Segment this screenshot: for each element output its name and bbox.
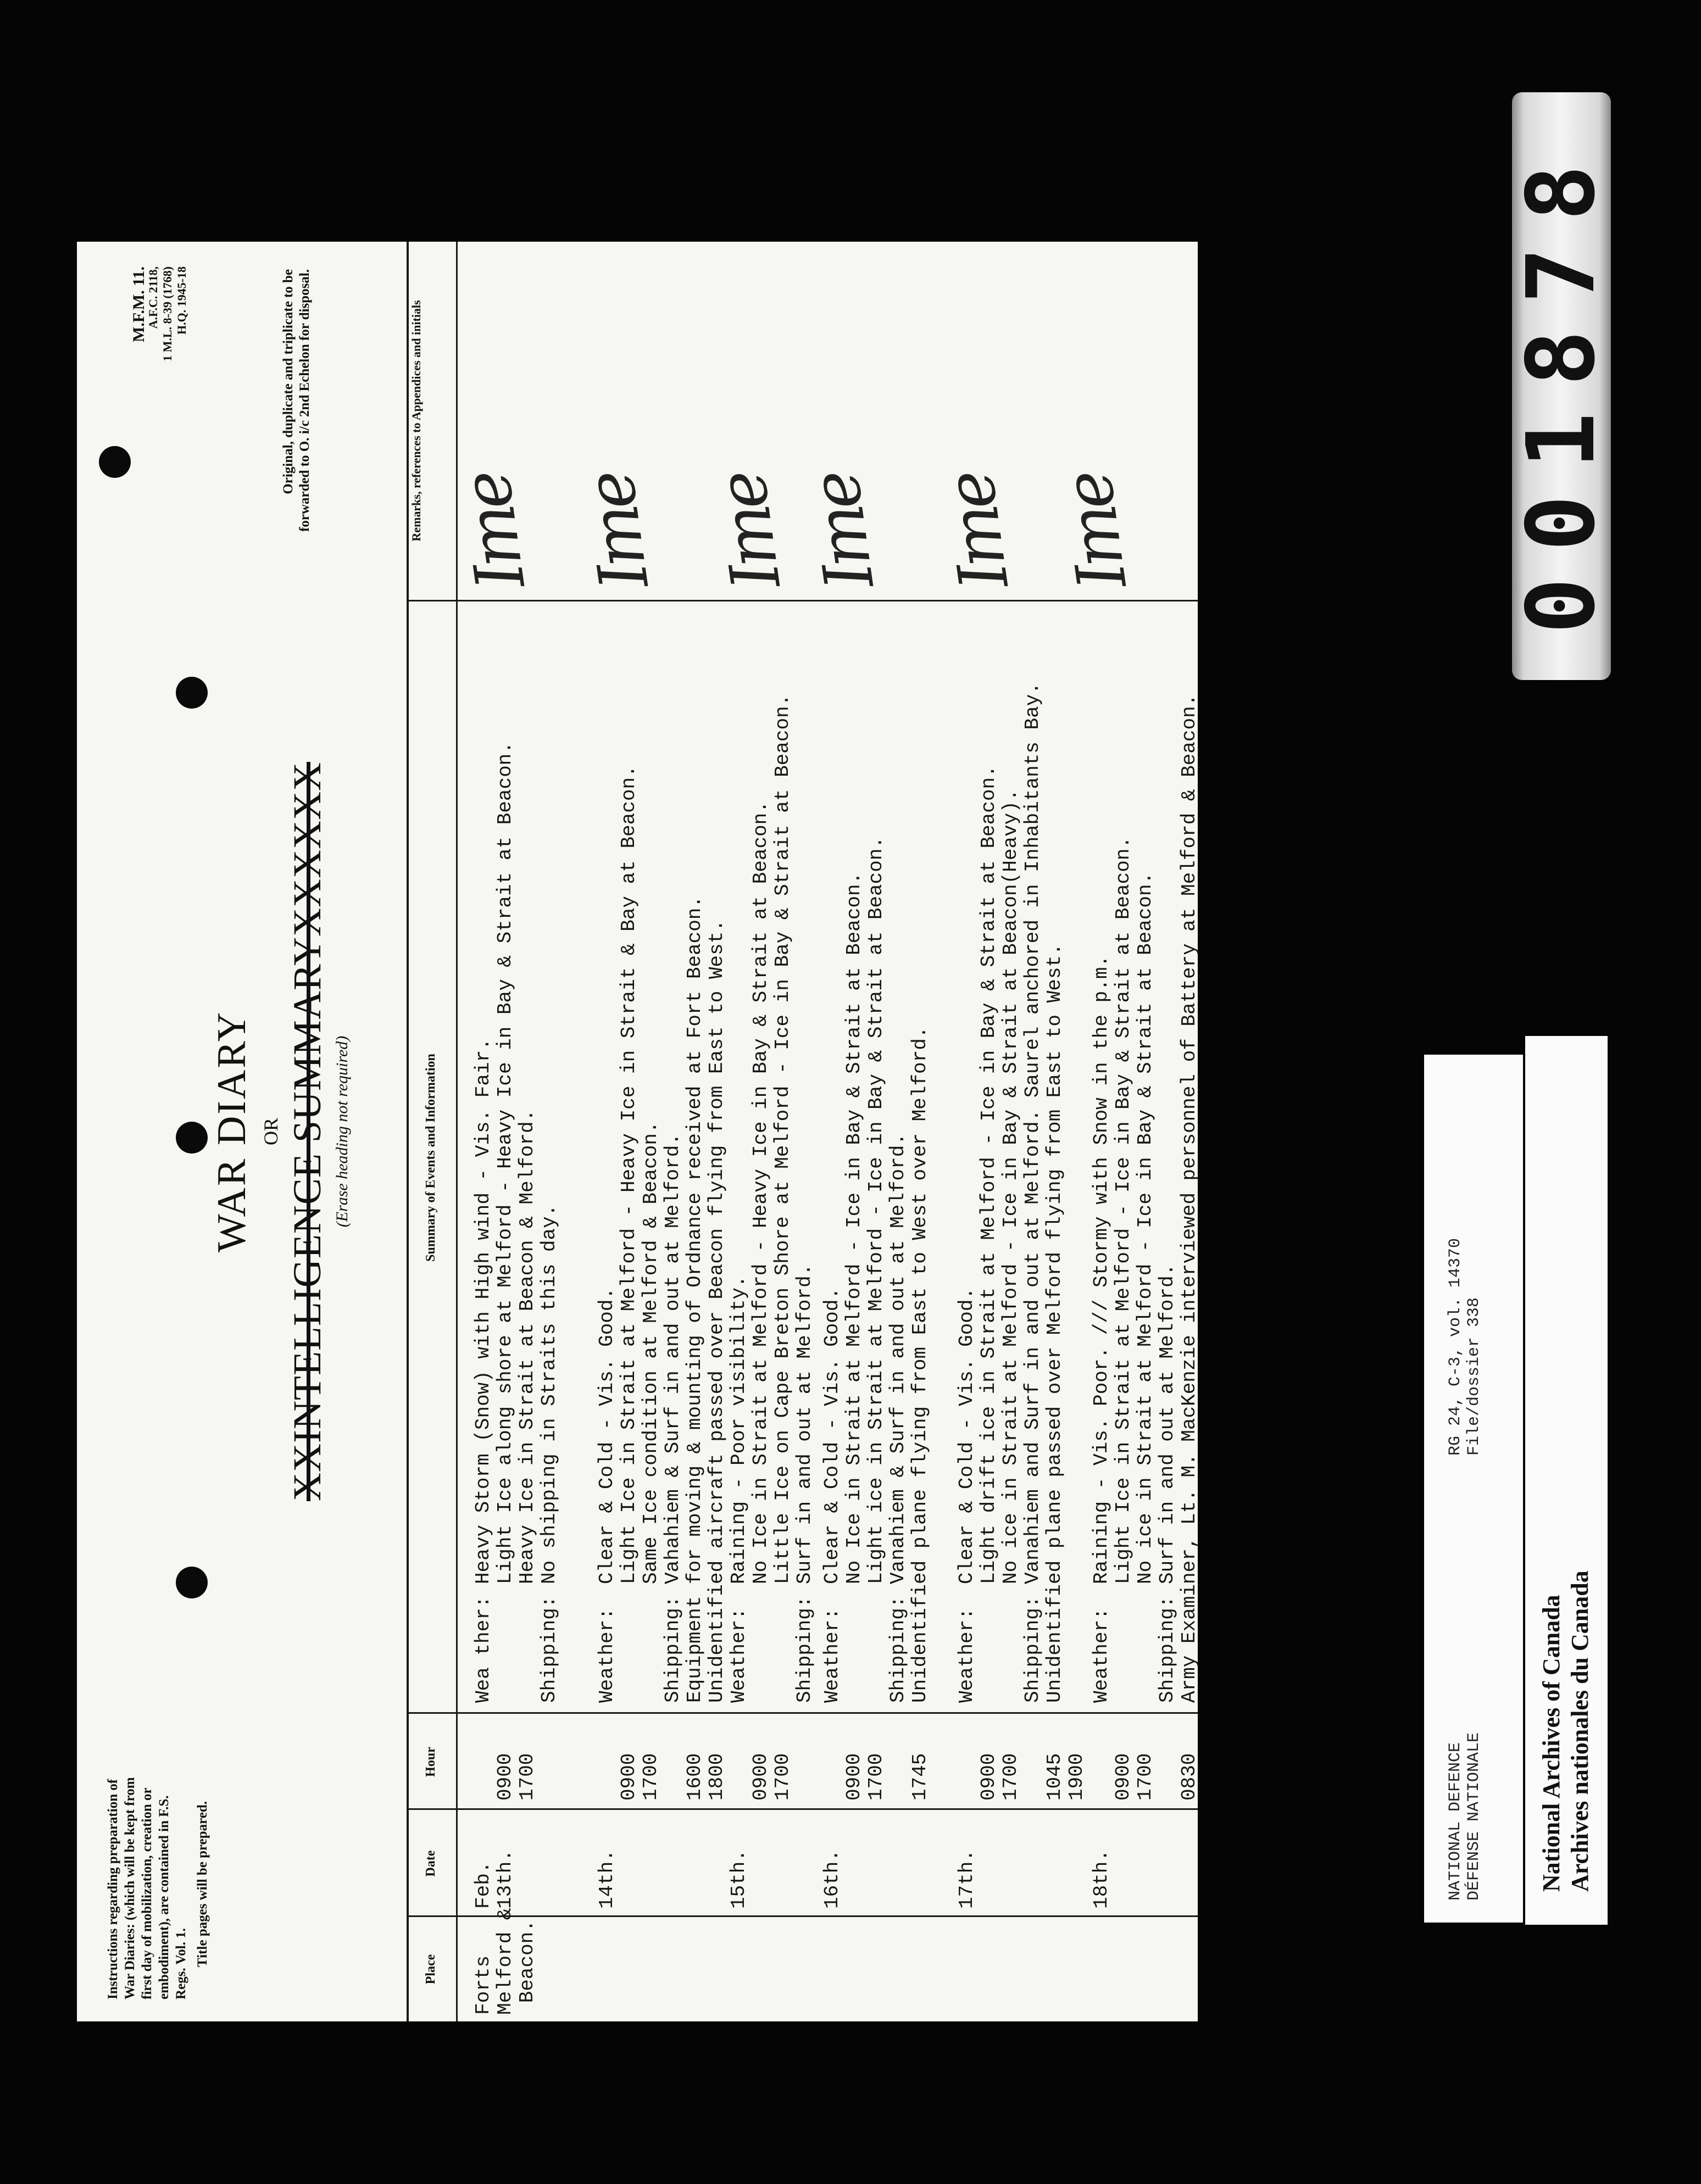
column-header-remarks: Remarks, references to Appendices and initials xyxy=(409,300,423,542)
struck-xx-right: XXXXXX xyxy=(285,762,329,937)
entry-summary: Weather: Raining - Poor visibility. No Ice in Strait at Melford - Heavy Ice in Bay & Strait at Beacon. Little Ice on Cape Breton Shore at Melford - Ice in Bay & Strait at Beacon. Shipping: Surf in and out at Melford. xyxy=(727,694,816,1703)
form-ref-line: 1 M.L. 8-39 (1768) xyxy=(160,266,174,361)
form-ref-line: A.F.C. 2118, xyxy=(146,266,160,329)
entry-summary: Weather: Clear & Cold - Vis. Good. Light Ice in Strait at Melford - Heavy Ice in Strait & Bay at Beacon. Same Ice condition at Melford & Beacon. Shipping: Vahahiem & Surf in and out at Melford. Equipment for moving & mounting of Ordnance received at Fort Beacon. Unidentified aircraft passed over Beacon flying from East to West. xyxy=(596,765,728,1703)
entry-date: Feb. 13th. xyxy=(472,1849,516,1909)
column-header-hour: Hour xyxy=(424,1747,438,1777)
column-header-place: Place xyxy=(424,1954,438,1985)
punch-hole xyxy=(99,446,131,478)
entry-hours: 0900 1700 xyxy=(749,1753,794,1801)
department-label-text xyxy=(1424,1055,1523,1923)
struck-xx-left: XX xyxy=(285,1442,329,1501)
entry-hours: 0900 1700 1045 1900 xyxy=(977,1753,1088,1801)
frame-number-strip xyxy=(1507,92,1616,680)
entry-summary: Wea ther: Heavy Storm (Snow) with High wind - Vis. Fair. Light Ice along shore at Melford - Heavy Ice in Bay & Strait at Beacon. Heavy Ice in Strait at Beacon & Melford. Shipping: No shipping in Straits this day. xyxy=(472,742,560,1703)
punch-hole xyxy=(176,677,208,709)
struck-intelligence-summary: INTELLIGENCE SUMMARY xyxy=(285,937,329,1443)
entry-summary: Weather: Raining - Vis. Poor. /// Stormy with Snow in the p.m. Light Ice in Strait at Melford - Ice in Bay & Strait at Beacon. No ice in Strait at Melford - Ice in Bay & Strait at Beacon. Shipping: Surf in and out at Melford. Army Examiner, Lt. M. MacKenzie interviewed personnel of Battery at Melford & Beacon. xyxy=(1090,694,1200,1703)
punch-hole xyxy=(176,1122,208,1154)
column-header-date: Date xyxy=(424,1850,438,1877)
department-name xyxy=(1446,1732,1483,1901)
entry-hours: 0900 1700 xyxy=(494,1753,538,1801)
title-pages-note: Title pages will be prepared. xyxy=(195,1801,210,1968)
form-number: M.F.M. 11. xyxy=(130,266,148,343)
file-reference: File/dossier 338 xyxy=(1465,1297,1483,1456)
entry-date: 17th. xyxy=(955,1849,978,1909)
title-or: OR xyxy=(260,1118,282,1146)
frame-number: 001878 xyxy=(1507,138,1616,634)
entry-date: 18th. xyxy=(1090,1849,1113,1909)
war-diary-sheet xyxy=(77,242,1198,2021)
diary-entries xyxy=(448,242,1200,2021)
entry-hours: 0900 1700 0830 xyxy=(1112,1753,1200,1801)
reference-numbers xyxy=(1446,1238,1483,1456)
archives-label-text xyxy=(1525,1036,1608,1925)
column-header-summary: Summary of Events and Information xyxy=(424,1054,438,1262)
entry-initials: Ime xyxy=(1050,470,1142,594)
department-english: NATIONAL DEFENCE xyxy=(1446,1742,1465,1901)
entry-hours: 0900 1700 1600 1800 xyxy=(618,1753,728,1801)
table-top-rule xyxy=(407,242,409,2021)
entry-initials: Ime xyxy=(704,470,796,594)
erase-heading-note: (Erase heading not required) xyxy=(333,1035,351,1228)
archives-label xyxy=(1525,1036,1608,1925)
punch-hole xyxy=(176,1567,208,1598)
original-forwarding-note: Original, duplicate and triplicate to be forwarded to O. i/c 2nd Echelon for disposal. xyxy=(281,269,312,532)
entry-date: 15th. xyxy=(727,1849,750,1909)
entry-initials: Ime xyxy=(797,470,889,594)
department-french: DÉFENSE NATIONALE xyxy=(1465,1732,1483,1901)
form-reference xyxy=(132,266,189,361)
archives-english: National Archives of Canada xyxy=(1538,1595,1565,1892)
instructions-text: Instructions regarding preparation of War Diaries: (which will be kept from first day of mobilization, creation or embodiment), are contained in F.S. Regs. Vol. 1. xyxy=(105,1777,188,1999)
entry-date: 16th. xyxy=(821,1849,843,1909)
record-group-reference: RG 24, C-3, vol. 14370 xyxy=(1446,1238,1465,1456)
entry-initials: Ime xyxy=(572,470,664,594)
archives-name xyxy=(1537,1570,1594,1892)
place-cell: Forts Melford & Beacon. xyxy=(472,1908,538,2015)
entry-initials: Ime xyxy=(448,470,540,594)
entry-initials: Ime xyxy=(932,470,1024,594)
entry-summary: Weather: Clear & Cold - Vis. Good. Light drift ice in Strait at Melford - Ice in Bay & Strait at Beacon. No ice in Strait at Melford - Ice in Bay & Strait at Beacon(Heavy). Shipping: Vanahiem and Surf in and out at Melford. Saurel anchored in Inhabitants Bay. Unidentified plane passed over Melford flying from East to West. xyxy=(955,682,1066,1703)
entry-date: 14th. xyxy=(596,1849,618,1909)
form-ref-line: H.Q. 1945-18 xyxy=(175,266,188,335)
entry-summary: Weather: Clear & Cold - Vis. Good. No Ice in Strait at Melford - Ice in Bay & Strait at Beacon. Light ice in Strait at Melford - Ice in Bay & Strait at Beacon. Shipping: Vanahiem & Surf in and out at Melford. Unidentified plane flying from East to West over Melford. xyxy=(821,836,931,1703)
war-diary-sheet-frame xyxy=(77,242,1198,2021)
department-label xyxy=(1424,1055,1523,1923)
instructions-block xyxy=(104,1769,211,1999)
title-war-diary: WAR DIARY xyxy=(209,1010,254,1253)
archives-french: Archives nationales du Canada xyxy=(1566,1570,1593,1892)
entry-hours: 0900 1700 1745 xyxy=(843,1753,931,1801)
